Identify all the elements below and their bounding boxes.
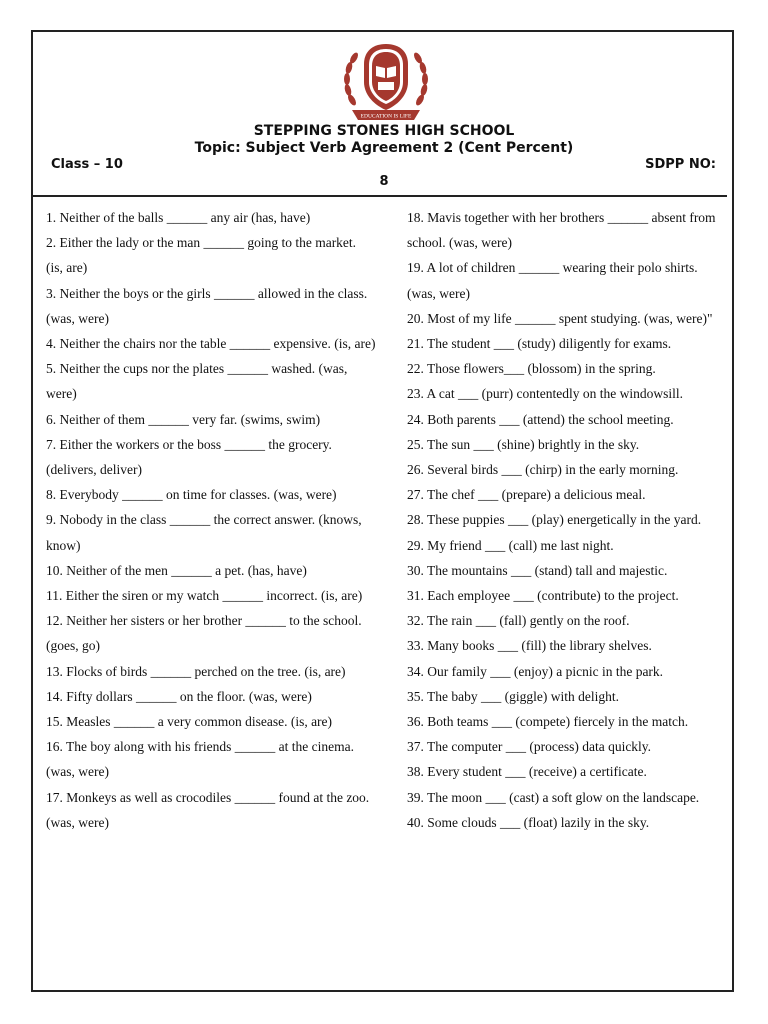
question-item: 7. Either the workers or the boss ______ the grocery. (delivers, deliver) [46,436,332,478]
sdpp-label: SDPP NO: [645,157,716,172]
question-item: 5. Neither the cups nor the plates ______ washed. (was, were) [46,361,348,402]
question-item: 15. Measles ______ a very common disease. (is, are) [46,714,333,730]
sdpp-number: 8 [379,174,389,189]
question-item: 29. My friend ___ (call) me last night. [407,537,614,553]
header-divider [33,195,727,197]
question-item: 19. A lot of children ______ wearing their polo shirts. (was, were) [407,260,698,301]
question-item: 14. Fifty dollars ______ on the floor. (was, were) [46,688,312,704]
question-item: 23. A cat ___ (purr) contentedly on the windowsill. [407,386,683,402]
question-column-right [407,205,725,835]
class-label: Class – 10 [51,157,123,172]
question-item: 32. The rain ___ (fall) gently on the roof. [407,613,630,629]
question-item: 1. Neither of the balls ______ any air (has, have) [46,210,311,225]
question-item: 20. Most of my life ______ spent studying. (was, were)" [407,310,713,326]
question-item: 3. Neither the boys or the girls ______ allowed in the class. (was, were) [46,285,368,326]
question-item: 28. These puppies ___ (play) energetically in the yard. [407,512,702,528]
school-name: STEPPING STONES HIGH SCHOOL [253,123,515,139]
question-column-left [46,205,376,835]
question-item: 2. Either the lady or the man ______ going to the market. (is, are) [46,235,357,276]
question-item: 16. The boy along with his friends ______ at the cinema. (was, were) [46,739,354,780]
question-item: 12. Neither her sisters or her brother ______ to the school. (goes, go) [46,613,362,654]
question-item: 18. Mavis together with her brothers ______ absent from school. (was, were) [407,210,716,251]
question-item: 8. Everybody ______ on time for classes. (was, were) [46,487,337,503]
question-item: 36. Both teams ___ (compete) fiercely in the match. [407,714,689,730]
question-item: 22. Those flowers___ (blossom) in the spring. [407,361,656,377]
question-item: 25. The sun ___ (shine) brightly in the sky. [407,436,640,452]
question-item: 17. Monkeys as well as crocodiles ______ found at the zoo. (was, were) [46,789,370,830]
logo-motto: EDUCATION IS LIFE [360,113,412,120]
question-item: 10. Neither of the men ______ a pet. (has, have) [46,562,307,578]
question-item: 27. The chef ___ (prepare) a delicious meal. [407,487,646,503]
question-item: 24. Both parents ___ (attend) the school meeting. [407,411,674,427]
question-item: 26. Several birds ___ (chirp) in the early morning. [407,462,679,478]
question-item: 6. Neither of them ______ very far. (swims, swim) [46,411,321,427]
question-item: 21. The student ___ (study) diligently for exams. [407,336,672,352]
question-item: 40. Some clouds ___ (float) lazily in the sky. [407,814,650,830]
question-item: 39. The moon ___ (cast) a soft glow on the landscape. [407,789,700,805]
question-item: 9. Nobody in the class ______ the correct answer. (knows, know) [46,512,362,553]
question-item: 37. The computer ___ (process) data quickly. [407,739,652,755]
question-item: 33. Many books ___ (fill) the library shelves. [407,638,652,654]
worksheet-topic: Topic: Subject Verb Agreement 2 (Cent Percent) [194,140,574,156]
question-item: 35. The baby ___ (giggle) with delight. [407,688,619,704]
question-item: 30. The mountains ___ (stand) tall and majestic. [407,562,668,578]
question-item: 4. Neither the chairs nor the table ______ expensive. (is, are) [46,336,376,352]
question-item: 31. Each employee ___ (contribute) to the project. [407,588,679,604]
question-item: 13. Flocks of birds ______ perched on the tree. (is, are) [46,663,346,679]
question-item: 34. Our family ___ (enjoy) a picnic in the park. [407,663,664,679]
question-item: 11. Either the siren or my watch ______ incorrect. (is, are) [46,588,363,604]
school-crest-logo [338,40,434,124]
question-item: 38. Every student ___ (receive) a certificate. [407,764,647,780]
